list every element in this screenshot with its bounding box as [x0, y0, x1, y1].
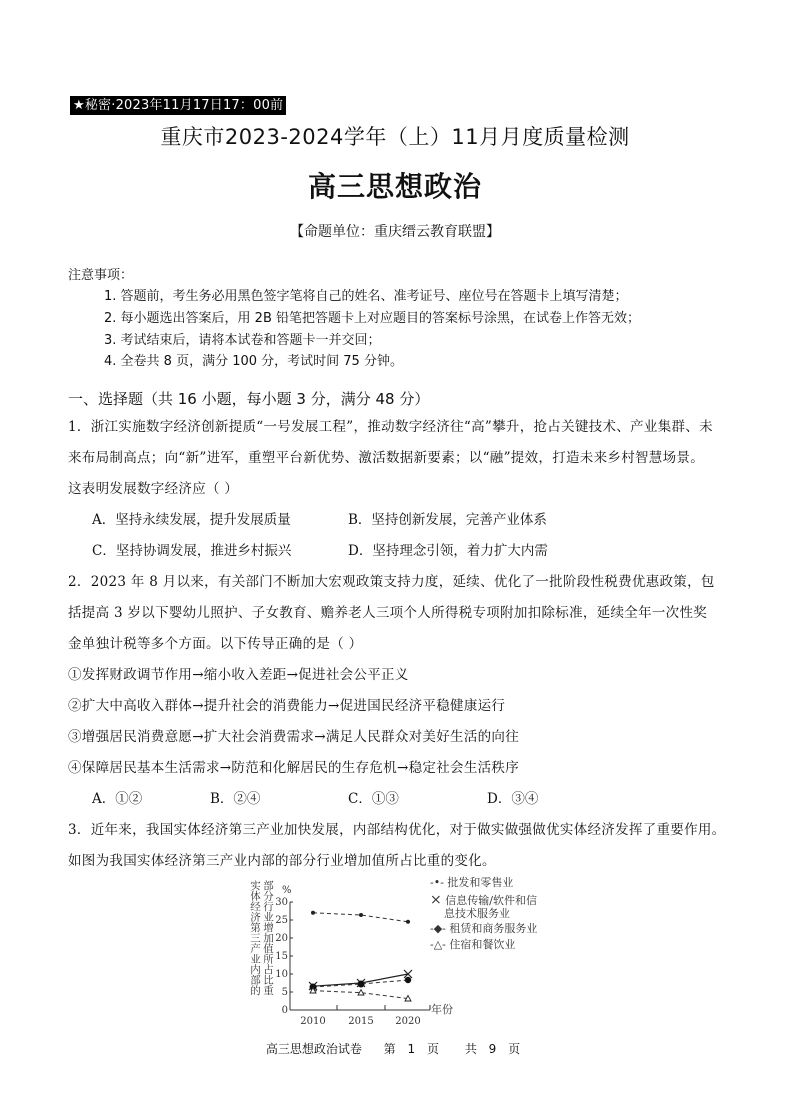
note-item: 2. 每小题选出答案后，用 2B 铅笔把答题卡上对应题目的答案标号涂黑，在试卷上作答无效；: [104, 311, 640, 326]
q2-option-a: A．①②: [92, 791, 143, 807]
q2-stem-line: 金单独计税等多个方面。以下传导正确的是（ ）: [68, 636, 363, 652]
xtick: 2015: [348, 1016, 374, 1025]
q1-stem-line: 来布局制高点；向“新”进军，重塑平台新优势、激活数据新要素；以“融”提效，打造未来乡村智慧场景。: [68, 450, 705, 466]
q2-option-d: D．③④: [487, 791, 539, 807]
ytick: 10: [275, 969, 288, 980]
q2-statement: ④保障居民基本生活需求→防范和化解居民的生存危机→稳定社会生活秩序: [68, 760, 520, 776]
ytick: 20: [275, 933, 288, 944]
exam-title: 重庆市2023-2024学年（上）11月月度质量检测: [160, 125, 630, 149]
total-pages: 9: [488, 1042, 497, 1056]
q1-option-d: D．坚持理念引领，着力扩大内需: [348, 543, 548, 559]
line-chart: [240, 875, 440, 1025]
q3-stem-line: 3．近年来，我国实体经济第三产业加快发展，内部结构优化，对于做实做强做优实体经济发挥了重要作用。: [68, 822, 726, 838]
chart-y-unit: %: [282, 885, 292, 896]
confidential-label: ★秘密·2023年11月17日17：00前: [70, 96, 286, 115]
q1-option-a: A．坚持永续发展，提升发展质量: [92, 512, 291, 528]
notes-title: 注意事项：: [68, 268, 134, 283]
ytick: 15: [275, 951, 288, 962]
q2-statement: ③增强居民消费意愿→扩大社会消费需求→满足人民群众对美好生活的向往: [68, 729, 520, 745]
q2-stem-line: 2．2023 年 8 月以来，有关部门不断加大宏观政策支持力度，延续、优化了一批阶段性税费优惠政策，包: [68, 574, 715, 590]
q1-option-b: B．坚持创新发展，完善产业体系: [348, 512, 547, 528]
ytick: 25: [275, 915, 288, 926]
q2-option-c: C．①③: [348, 791, 399, 807]
xtick: 2020: [395, 1016, 421, 1025]
chart-xlabel: 年份: [431, 1003, 453, 1016]
chart-ylabel: 部分行业增加值所占比重: [262, 880, 274, 996]
q3-stem-line: 如图为我国实体经济第三产业内部的部分行业增加值所占比重的变化。: [68, 853, 496, 869]
xtick: 2010: [300, 1016, 326, 1025]
exam-unit: 【命题单位：重庆缙云教育联盟】: [290, 224, 500, 240]
q2-stem-line: 括提高 3 岁以下婴幼儿照护、子女教育、赡养老人三项个人所得税专项附加扣除标准，延续全年一次性奖: [68, 605, 708, 621]
q2-statement: ①发挥财政调节作用→缩小收入差距→促进社会公平正义: [68, 667, 409, 683]
section-heading: 一、选择题（共 16 小题，每小题 3 分，满分 48 分）: [68, 390, 430, 408]
q1-stem-line: 1．浙江实施数字经济创新提质“一号发展工程”，推动数字经济往“高”攀升，抢占关键技术、产业集群、未: [68, 419, 713, 435]
q2-option-b: B．②④: [210, 791, 261, 807]
ytick: 5: [281, 987, 288, 998]
legend-item-wholesale: -•- 批发和零售业: [430, 876, 514, 889]
ytick: 30: [275, 897, 288, 908]
chart-ylabel: 实体经济第三产业内部的: [249, 880, 261, 996]
note-item: 3. 考试结束后，请将本试卷和答题卡一并交回；: [104, 333, 381, 348]
x-marker-icon: ⨯: [430, 892, 442, 908]
diamond-marker-icon: -◆-: [430, 922, 446, 935]
legend-item-leasing: -◆- 租赁和商务服务业: [430, 922, 538, 935]
page-number: 1: [407, 1042, 416, 1056]
q2-statement: ②扩大中高收入群体→提升社会的消费能力→促进国民经济平稳健康运行: [68, 698, 506, 714]
note-item: 4. 全卷共 8 页，满分 100 分，考试时间 75 分钟。: [104, 354, 403, 369]
legend-item-it: ⨯ 信息传输/软件和信 息技术服务业: [430, 892, 537, 920]
subject-title: 高三思想政治: [307, 170, 482, 203]
q1-stem-line: 这表明发展数字经济应（ ）: [68, 481, 239, 497]
dot-marker-icon: -•-: [430, 876, 444, 889]
ytick: 0: [281, 1005, 288, 1016]
legend-item-hospitality: -△- 住宿和餐饮业: [430, 938, 516, 951]
page-footer: 高三思想政治试卷 第 1 页 共 9 页: [265, 1042, 521, 1056]
q1-option-c: C．坚持协调发展，推进乡村振兴: [92, 543, 292, 559]
triangle-marker-icon: -△-: [430, 938, 446, 951]
note-item: 1. 答题前，考生务必用黑色签字笔将自己的姓名、准考证号、座位号在答题卡上填写清楚；: [104, 289, 628, 304]
